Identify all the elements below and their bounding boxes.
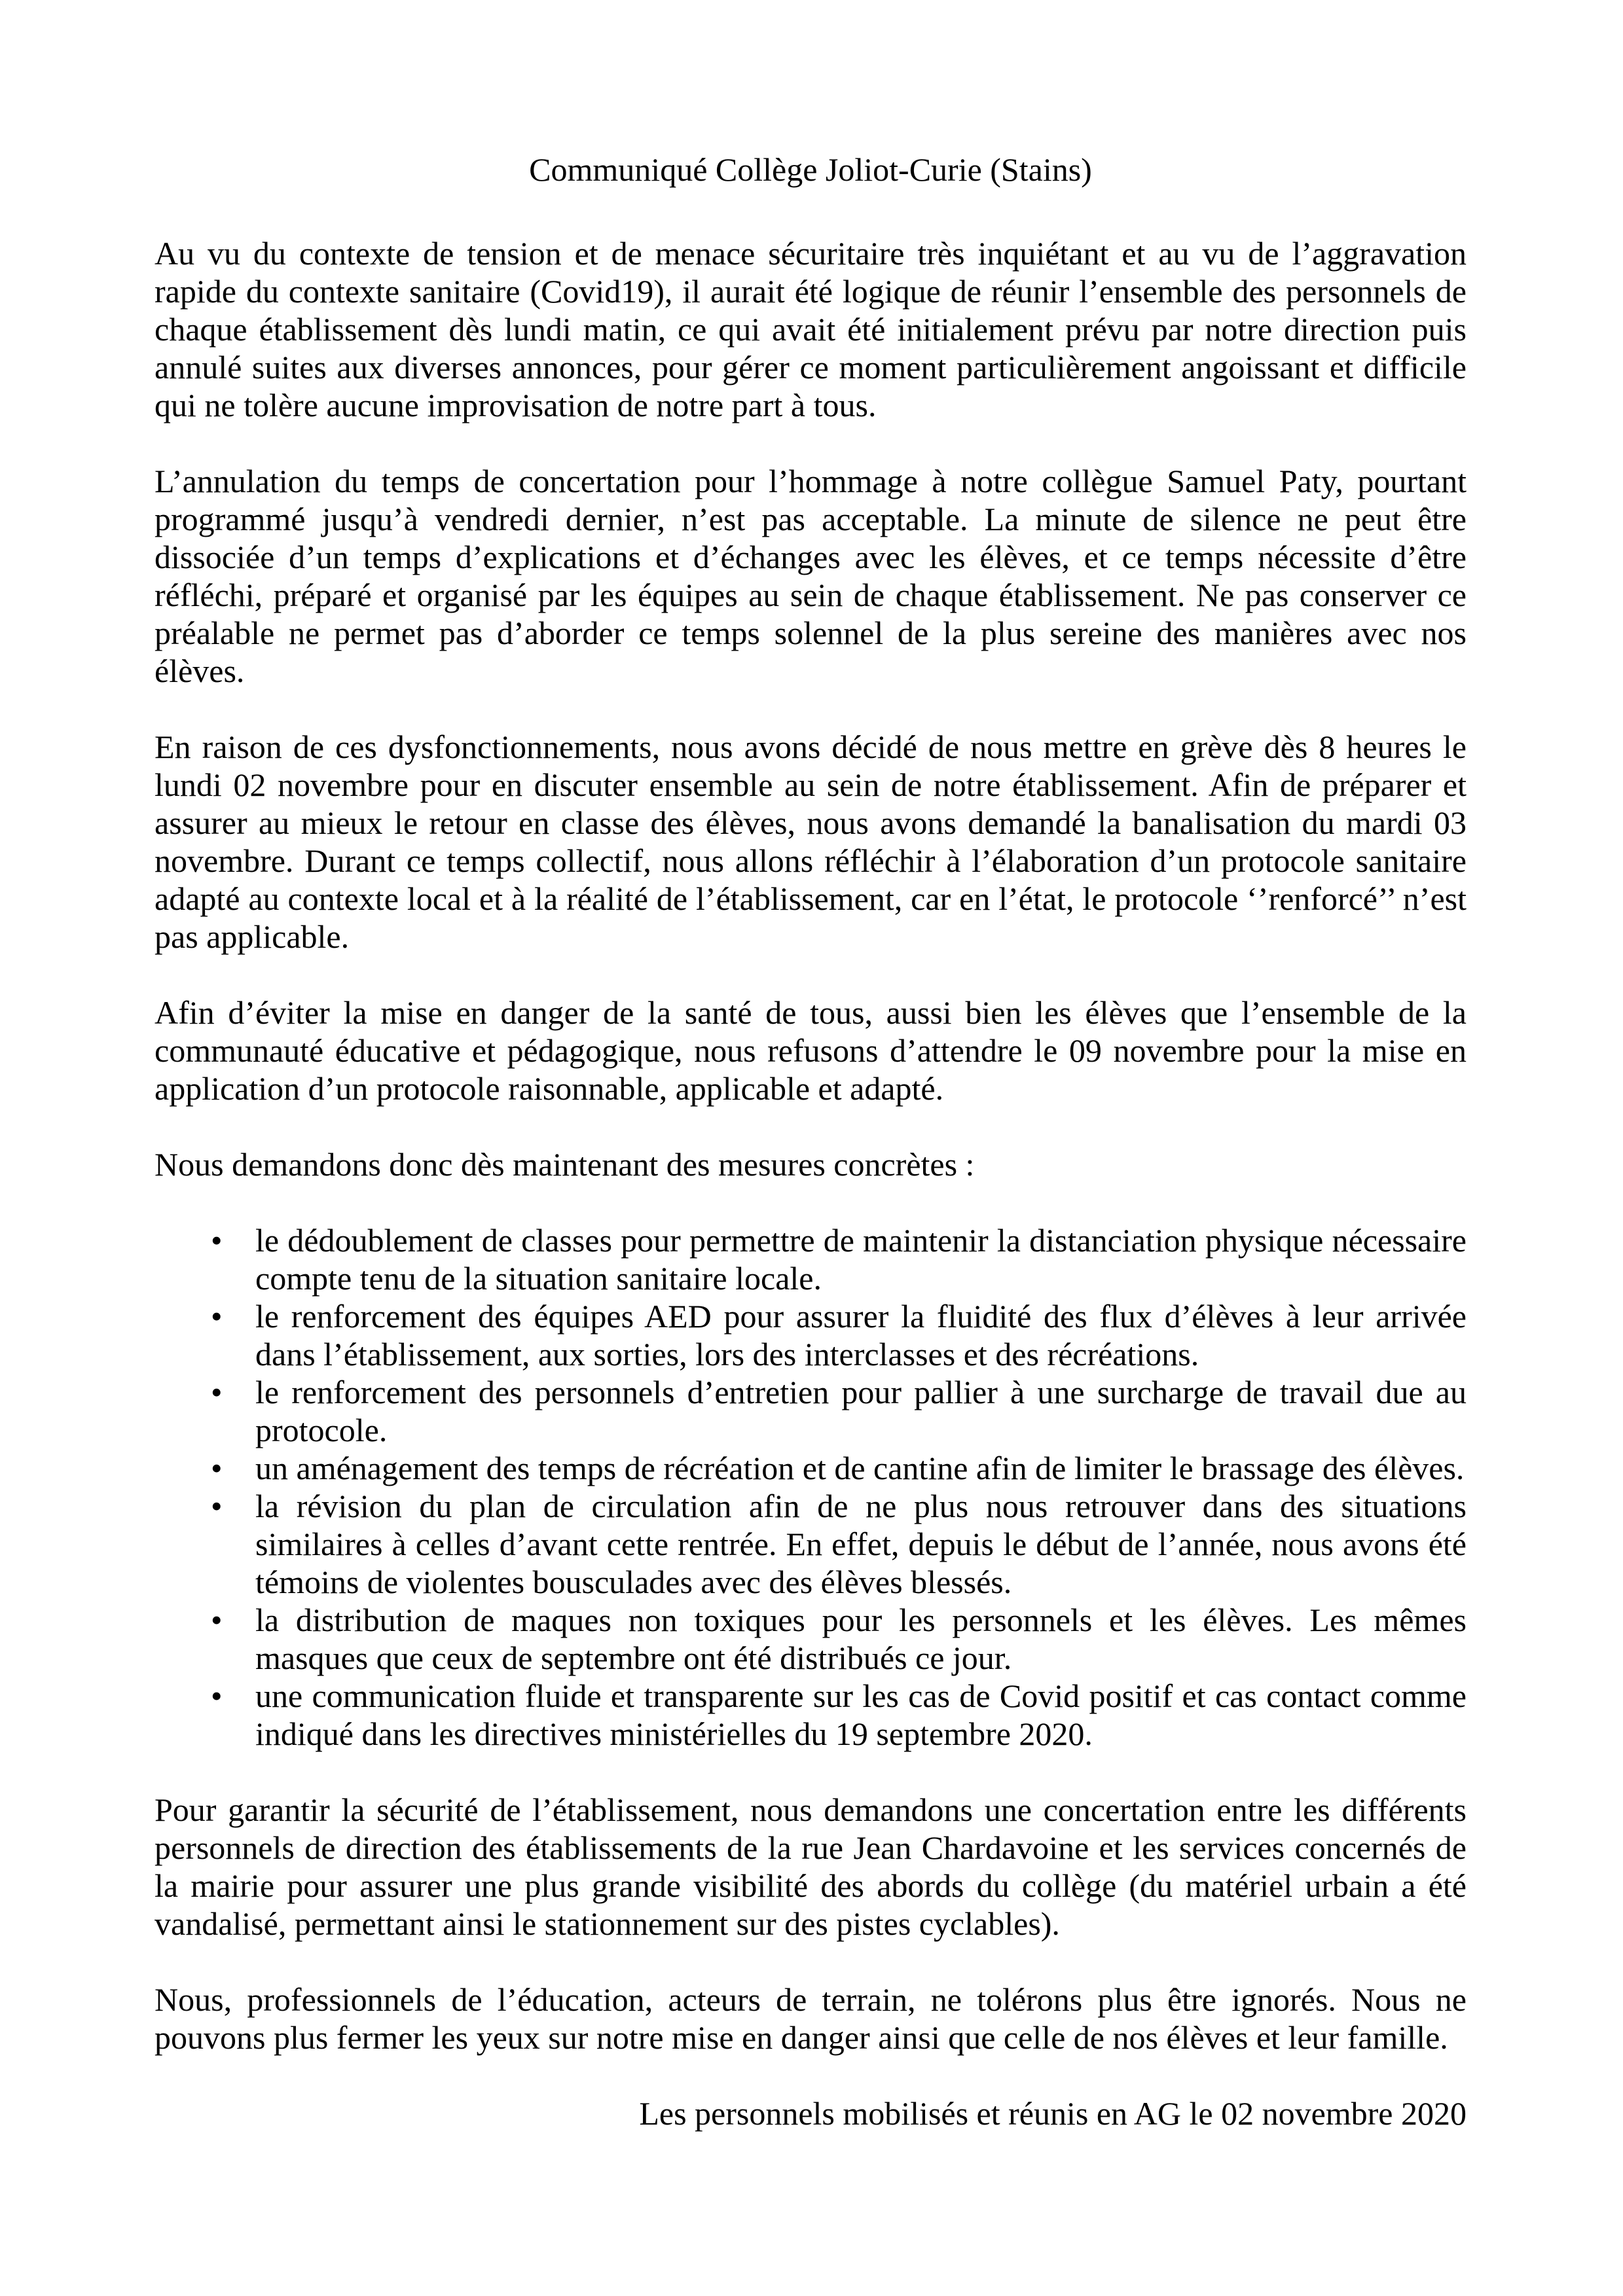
paragraph-greve-02-novembre: En raison de ces dysfonctionnements, nous avons décidé de nous mettre en grève dès 8 heures le lundi 02 novembre pour en discuter ensemble au sein de notre établissement. Afin de préparer et assurer au mieux le retour en classe des élèves, nous avons demandé la banalisation du mardi 03 novembre. Durant ce temps collectif, nous allons réfléchir à l’élaboration d’un protocole sanitaire adapté au contexte local et à la réalité de l’établissement, car en l’état, le protocole ‘’renforcé’’ n’est pas applicable. [155, 728, 1467, 955]
demand-item-equipes-aed: • le renforcement des équipes AED pour assurer la fluidité des flux d’élèves à leur arrivée dans l’établissement, aux sorties, lors des interclasses et des récréations. [255, 1297, 1467, 1373]
demand-item-amenagement-recreation: • un aménagement des temps de récréation et de cantine afin de limiter le brassage des élèves. [255, 1449, 1467, 1487]
paragraph-annulation-concertation: L’annulation du temps de concertation pour l’hommage à notre collègue Samuel Paty, pourtant programmé jusqu’à vendredi dernier, n’est pas acceptable. La minute de silence ne peut être dissociée d’un temps d’explications et d’échanges avec les élèves, et ce temps nécessite d’être réfléchi, préparé et organisé par les équipes au sein de chaque établissement. Ne pas conserver ce préalable ne permet pas d’aborder ce temps solennel de la plus sereine des manières avec nos élèves. [155, 463, 1467, 689]
demand-item-plan-circulation: • la révision du plan de circulation afin de ne plus nous retrouver dans des situations similaires à celles d’avant cette rentrée. En effet, depuis le début de l’année, nous avons été témoins de violentes bousculades avec des élèves blessés. [255, 1487, 1467, 1601]
demand-item-communication-covid: • une communication fluide et transparente sur les cas de Covid positif et cas contact comme indiqué dans les directives ministérielles du 19 septembre 2020. [255, 1677, 1467, 1753]
document-title: Communiqué Collège Joliot-Curie (Stains) [529, 151, 1092, 188]
demands-list [155, 1221, 1467, 1753]
paragraph-context-securitaire: Au vu du contexte de tension et de menace sécuritaire très inquiétant et au vu de l’aggravation rapide du contexte sanitaire (Covid19), il aurait été logique de réunir l’ensemble des personnels de chaque établissement dès lundi matin, ce qui avait été initialement prévu par notre direction puis annulé suites aux diverses annonces, pour gérer ce moment particulièrement angoissant et difficile qui ne tolère aucune improvisation de notre part à tous. [155, 235, 1467, 423]
paragraph-mise-en-danger: Afin d’éviter la mise en danger de la santé de tous, aussi bien les élèves que l’ensemble de la communauté éducative et pédagogique, nous refusons d’attendre le 09 novembre pour la mise en application d’un protocole raisonnable, applicable et adapté. [155, 994, 1467, 1107]
signature-line: Les personnels mobilisés et réunis en AG le 02 novembre 2020 [639, 2095, 1467, 2132]
paragraph-professionnels-education: Nous, professionnels de l’éducation, acteurs de terrain, ne tolérons plus être ignorés. Nous ne pouvons plus fermer les yeux sur notre mise en danger ainsi que celle de nos élèves et leur famille. [155, 1981, 1467, 2056]
paragraph-securite-etablissement: Pour garantir la sécurité de l’établissement, nous demandons une concertation entre les différents personnels de direction des établissements de la rue Jean Chardavoine et les services concernés de la mairie pour assurer une plus grande visibilité des abords du collège (du matériel urbain a été vandalisé, permettant ainsi le stationnement sur des pistes cyclables). [155, 1791, 1467, 1942]
demand-item-masques: • la distribution de maques non toxiques pour les personnels et les élèves. Les mêmes masques que ceux de septembre ont été distribués ce jour. [255, 1601, 1467, 1677]
demands-intro: Nous demandons donc dès maintenant des mesures concrètes : [155, 1146, 975, 1183]
demand-item-dedoublement: • le dédoublement de classes pour permettre de maintenir la distanciation physique nécessaire compte tenu de la situation sanitaire locale. [255, 1221, 1467, 1297]
demand-item-personnels-entretien: • le renforcement des personnels d’entretien pour pallier à une surcharge de travail due au protocole. [255, 1373, 1467, 1449]
